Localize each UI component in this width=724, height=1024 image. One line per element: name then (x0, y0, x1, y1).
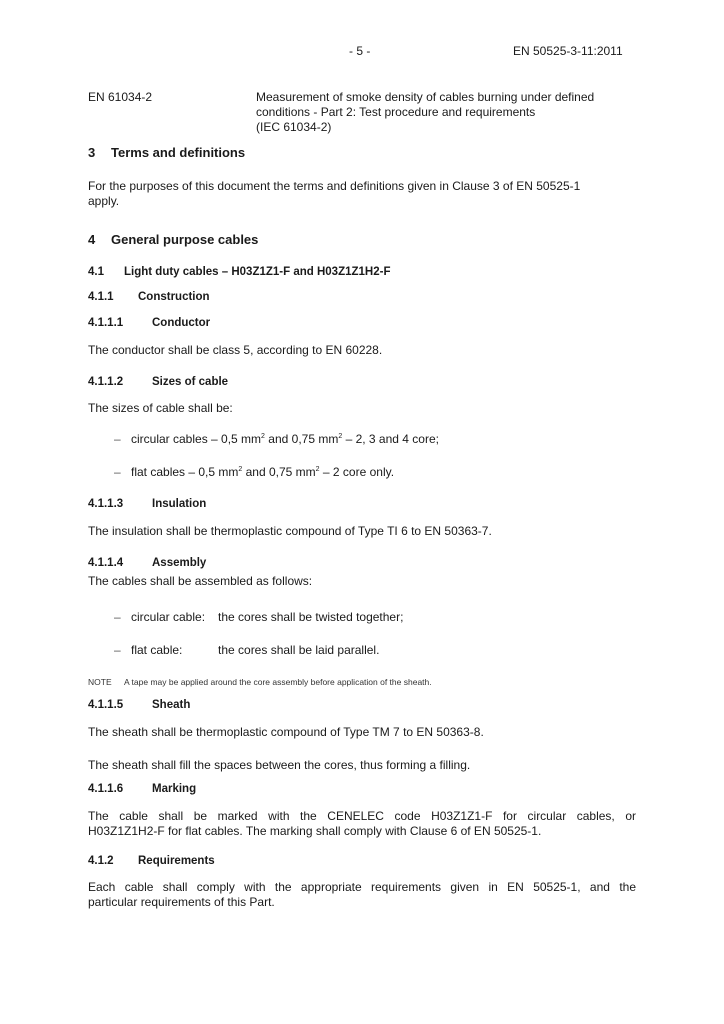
section-4-1-1-5-heading (88, 699, 190, 711)
section-3-heading (88, 145, 245, 160)
list-item-text: the cores shall be twisted together; (218, 610, 404, 624)
section-4-heading (88, 232, 258, 247)
section-number: 4.1.1.2 (88, 376, 124, 388)
text-part: and 0,75 mm (242, 465, 316, 479)
section-number: 4.1.1.5 (88, 699, 124, 711)
page-number: - 5 - (349, 44, 371, 58)
marking-text (88, 809, 636, 839)
paragraph-line: apply. (88, 194, 120, 208)
section-number: 4.1.2 (88, 855, 114, 867)
paragraph-line: For the purposes of this document the terms and definitions given in Clause 3 of EN 50525-1 (88, 179, 581, 193)
list-item-label: circular cable: (131, 610, 206, 624)
reference-title-line: (IEC 61034-2) (256, 120, 332, 134)
sheath-text: The sheath shall be thermoplastic compound of Type TM 7 to EN 50363-8. (88, 725, 484, 739)
assembly-intro: The cables shall be assembled as follows: (88, 574, 313, 588)
section-4-1-1-heading (88, 291, 210, 303)
reference-title-line: conditions - Part 2: Test procedure and requirements (256, 105, 536, 119)
section-number: 4.1.1 (88, 291, 114, 303)
section-number: 4.1.1.3 (88, 498, 124, 510)
section-4-1-2-heading (88, 855, 215, 867)
section-4-1-1-3-heading (88, 498, 206, 510)
section-title: Marking (152, 783, 197, 795)
section-number: 4 (88, 232, 96, 247)
list-item (0, 465, 724, 481)
text-part: – 2, 3 and 4 core; (342, 432, 439, 446)
list-item-label: flat cable: (131, 643, 183, 657)
list-item (0, 432, 724, 448)
superscript: 2 (238, 466, 243, 473)
section-4-1-heading (88, 266, 390, 278)
reference-title (256, 90, 594, 135)
paragraph-line: particular requirements of this Part. (88, 895, 275, 909)
section-title: Construction (138, 291, 210, 303)
section-title: General purpose cables (111, 232, 259, 247)
paragraph-line: H03Z1Z1H2-F for flat cables. The marking shall comply with Clause 6 of EN 50525-1. (88, 824, 542, 838)
insulation-text: The insulation shall be thermoplastic compound of Type TI 6 to EN 50363-7. (88, 524, 492, 538)
dash-bullet: – (114, 610, 121, 624)
section-number: 3 (88, 145, 96, 160)
section-title: Insulation (152, 498, 207, 510)
paragraph-line: The cable shall be marked with the CENELEC code H03Z1Z1-F for circular cables, or (88, 809, 636, 823)
conductor-text: The conductor shall be class 5, according to EN 60228. (88, 343, 383, 357)
reference-title-line: Measurement of smoke density of cables burning under defined (256, 90, 595, 104)
list-item-text (131, 432, 439, 446)
section-number: 4.1.1.1 (88, 317, 124, 329)
section-3-body (88, 179, 580, 209)
sheath-text: The sheath shall fill the spaces between the cores, thus forming a filling. (88, 758, 471, 772)
dash-bullet: – (114, 643, 121, 657)
superscript: 2 (261, 433, 265, 440)
text-part: and 0,75 mm (264, 432, 339, 446)
section-number: 4.1.1.4 (88, 557, 124, 569)
section-number: 4.1.1.6 (88, 783, 124, 795)
note-label: NOTE (88, 677, 112, 687)
section-4-1-1-4-heading (88, 557, 206, 569)
section-title: Requirements (138, 855, 215, 867)
paragraph-line: Each cable shall comply with the appropriate requirements given in EN 50525-1, and the (88, 880, 636, 894)
list-item-text: the cores shall be laid parallel. (218, 643, 380, 657)
section-title: Assembly (152, 557, 207, 569)
dash-bullet: – (114, 465, 121, 479)
document-id: EN 50525-3-11:2011 (513, 44, 623, 58)
dash-bullet: – (114, 432, 121, 446)
section-title: Sizes of cable (152, 376, 229, 388)
superscript: 2 (315, 466, 320, 473)
list-item (0, 643, 724, 659)
list-item-text (131, 465, 394, 479)
note (88, 677, 432, 687)
text-part: flat cables – 0,5 mm (131, 465, 239, 479)
text-part: circular cables – 0,5 mm (131, 432, 262, 446)
list-item (0, 610, 724, 626)
section-4-1-1-6-heading (88, 783, 196, 795)
sizes-intro: The sizes of cable shall be: (88, 401, 233, 415)
superscript: 2 (338, 433, 343, 440)
section-4-1-1-1-heading (88, 317, 210, 329)
text-part: – 2 core only. (319, 465, 395, 479)
section-title: Sheath (152, 699, 191, 711)
reference-code: EN 61034-2 (88, 90, 153, 104)
section-title: Terms and definitions (111, 145, 246, 160)
note-text: A tape may be applied around the core assembly before application of the sheath. (124, 677, 432, 687)
section-title: Light duty cables – H03Z1Z1-F and H03Z1Z1H2-F (124, 266, 391, 278)
section-title: Conductor (152, 317, 211, 329)
requirements-text (88, 880, 636, 910)
section-number: 4.1 (88, 266, 104, 278)
section-4-1-1-2-heading (88, 376, 228, 388)
